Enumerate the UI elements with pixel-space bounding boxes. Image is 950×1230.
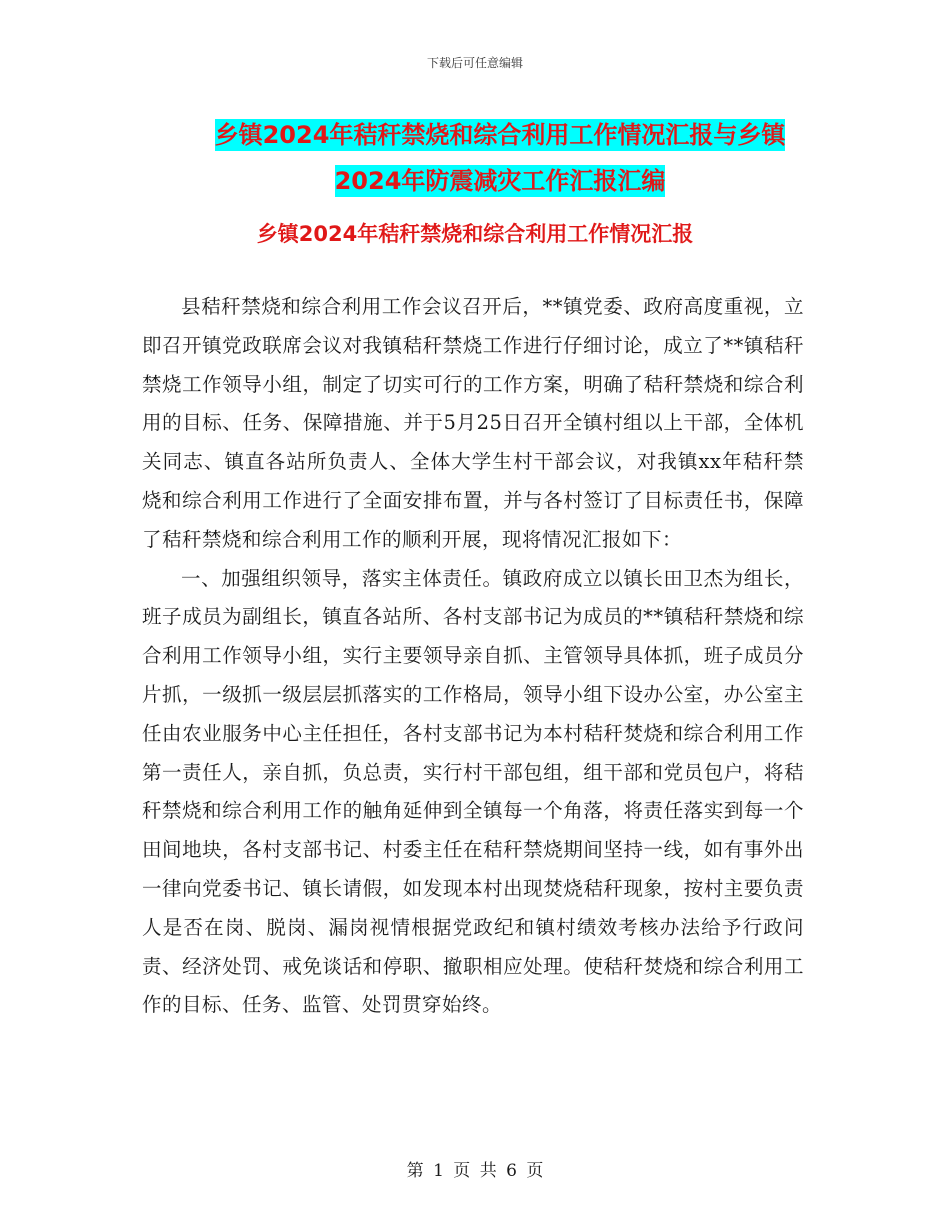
section-title: 乡镇2024年秸秆禁烧和综合利用工作情况汇报 <box>256 222 694 246</box>
page-number: 第 1 页 共 6 页 <box>406 1161 544 1181</box>
document-title <box>150 112 850 204</box>
document-body <box>142 288 804 1025</box>
body-paragraph-intro: 县秸秆禁烧和综合利用工作会议召开后，**镇党委、政府高度重视，立即召开镇党政联席会议对我镇秸秆禁烧工作进行仔细讨论，成立了**镇秸秆禁烧工作领导小组，制定了切实可行的工作方案，明确了秸秆禁烧和综合利用的目标、任务、保障措施、并于5月25日召开全镇村组以上干部，全体机关同志、镇直各站所负责人、全体大学生村干部会议，对我镇xx年秸秆禁烧和综合利用工作进行了全面安排布置，并与各村签订了目标责任书，保障了秸秆禁烧和综合利用工作的顺利开展，现将情况汇报如下： <box>142 295 804 551</box>
header-note: 下载后可任意编辑 <box>426 56 523 70</box>
body-paragraph-organization: 一、加强组织领导，落实主体责任。镇政府成立以镇长田卫杰为组长，班子成员为副组长，镇直各站所、各村支部书记为成员的**镇秸秆禁烧和综合利用工作领导小组，实行主要领导亲自抓、主管领导具体抓，班子成员分片抓，一级抓一级层层抓落实的工作格局，领导小组下设办公室，办公室主任由农业服务中心主任担任，各村支部书记为本村秸秆焚烧和综合利用工作第一责任人，亲自抓，负总责，实行村干部包组，组干部和党员包户，将秸秆禁烧和综合利用工作的触角延伸到全镇每一个角落，将责任落实到每一个田间地块，各村支部书记、村委主任在秸秆禁烧期间坚持一线，如有事外出一律向党委书记、镇长请假，如发现本村出现焚烧秸秆现象，按村主要负责人是否在岗、脱岗、漏岗视情根据党政纪和镇村绩效考核办法给予行政问责、经济处罚、戒免谈话和停职、撤职相应处理。使秸秆焚烧和综合利用工作的目标、任务、监管、处罚贯穿始终。 <box>142 566 804 1017</box>
title-line-2: 2024年防震减灾工作汇报汇编 <box>334 167 666 195</box>
title-line-1: 乡镇2024年秸秆禁烧和综合利用工作情况汇报与乡镇 <box>214 121 786 149</box>
